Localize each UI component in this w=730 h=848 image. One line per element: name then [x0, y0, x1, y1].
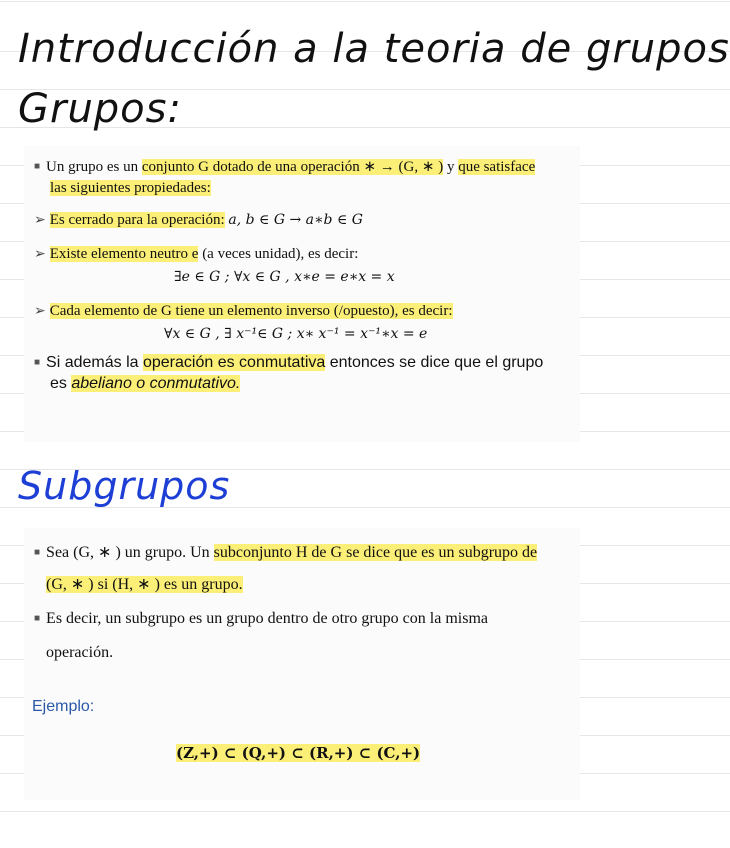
example-label: Ejemplo: [32, 698, 95, 715]
subgroup-line-1: ■ Sea (G, ∗ ) un grupo. Un subconjunto H de G se dice que es un subgrupo de [34, 544, 538, 561]
square-bullet-icon: ■ [34, 357, 41, 368]
abelian-line-1: ■ Si además la operación es conmutativa entonces se dice que el grupo [34, 354, 544, 371]
square-bullet-icon: ■ [34, 161, 41, 172]
definition-line-2: las siguientes propiedades: [50, 180, 211, 196]
arrow-bullet-icon: ➢ [34, 304, 46, 319]
definition-line-1: ■ Un grupo es un conjunto G dotado de una operación ∗ → (G, ∗ ) y que satisface [34, 159, 536, 175]
square-bullet-icon: ■ [34, 613, 41, 624]
subgroup-card [24, 528, 580, 800]
section-heading-grupos: Grupos: [18, 86, 182, 132]
page-title: Introducción a la teoria de grupos [18, 26, 730, 72]
arrow-bullet-icon: ➢ [34, 247, 46, 262]
subgroup-line-3: ■ Es decir, un subgrupo es un grupo dentro de otro grupo con la misma [34, 610, 488, 627]
property-neutral: ➢ Existe elemento neutro e (a veces unidad), es decir: [34, 246, 359, 262]
section-heading-subgrupos: Subgrupos [18, 464, 231, 508]
property-closure: ➢ Es cerrado para la operación: a, b ∈ G → a∗b ∈ G [34, 212, 363, 228]
inverse-formula: ∀x ∈ G , ∃ x⁻¹∈ G ; x∗ x⁻¹ = x⁻¹∗x = e [164, 326, 428, 342]
arrow-bullet-icon: ➢ [34, 213, 46, 228]
definition-card [24, 146, 580, 442]
subgroup-line-4: operación. [46, 644, 114, 661]
subgroup-line-2: (G, ∗ ) si (H, ∗ ) es un grupo. [46, 576, 243, 593]
property-inverse: ➢ Cada elemento de G tiene un elemento inverso (/opuesto), es decir: [34, 303, 453, 319]
square-bullet-icon: ■ [34, 547, 41, 558]
abelian-line-2: es abeliano o conmutativo. [50, 375, 241, 392]
example-formula: (Z,+) ⊂ (Q,+) ⊂ (R,+) ⊂ (C,+) [176, 744, 421, 762]
neutral-formula: ∃e ∈ G ; ∀x ∈ G , x∗e = e∗x = x [174, 269, 395, 285]
